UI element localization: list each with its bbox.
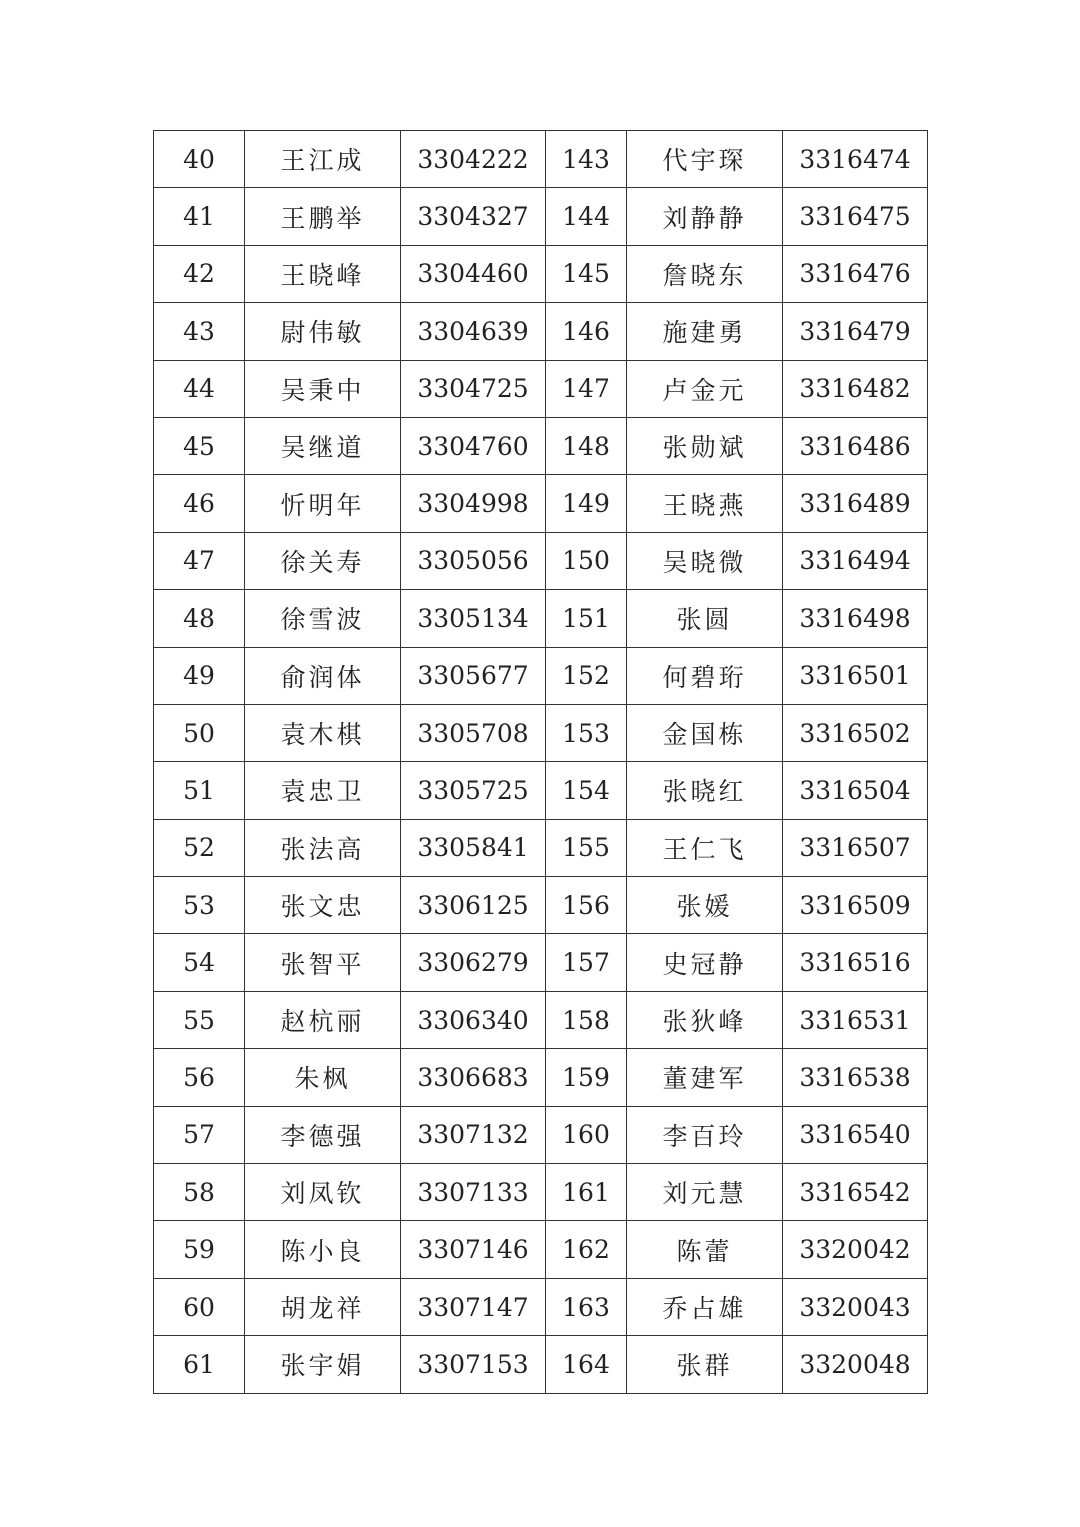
table-row <box>154 590 928 647</box>
left-name-cell: 俞润体 <box>245 647 401 704</box>
right-number-cell: 161 <box>546 1164 627 1221</box>
right-id-cell: 3316486 <box>783 417 928 474</box>
left-name-cell: 徐雪波 <box>245 590 401 647</box>
right-number-cell: 156 <box>546 877 627 934</box>
table-row <box>154 131 928 188</box>
left-number-cell: 49 <box>154 647 245 704</box>
table-row <box>154 647 928 704</box>
right-number-cell: 158 <box>546 991 627 1048</box>
table-row <box>154 991 928 1048</box>
name-list-table <box>153 130 928 1394</box>
left-number-cell: 48 <box>154 590 245 647</box>
right-number-cell: 144 <box>546 188 627 245</box>
left-id-cell: 3304460 <box>401 245 546 302</box>
right-id-cell: 3316476 <box>783 245 928 302</box>
right-id-cell: 3316509 <box>783 877 928 934</box>
right-name-cell: 董建军 <box>627 1049 783 1106</box>
right-id-cell: 3316474 <box>783 131 928 188</box>
table-row <box>154 819 928 876</box>
right-id-cell: 3320048 <box>783 1336 928 1393</box>
left-number-cell: 51 <box>154 762 245 819</box>
left-name-cell: 朱枫 <box>245 1049 401 1106</box>
right-name-cell: 施建勇 <box>627 303 783 360</box>
left-id-cell: 3304639 <box>401 303 546 360</box>
left-number-cell: 54 <box>154 934 245 991</box>
table-row <box>154 245 928 302</box>
left-number-cell: 58 <box>154 1164 245 1221</box>
right-id-cell: 3316516 <box>783 934 928 991</box>
table-row <box>154 762 928 819</box>
table-row <box>154 1221 928 1278</box>
left-number-cell: 42 <box>154 245 245 302</box>
left-name-cell: 陈小良 <box>245 1221 401 1278</box>
right-name-cell: 金国栋 <box>627 704 783 761</box>
left-name-cell: 刘凤钦 <box>245 1164 401 1221</box>
right-number-cell: 143 <box>546 131 627 188</box>
right-name-cell: 张圆 <box>627 590 783 647</box>
right-name-cell: 卢金元 <box>627 360 783 417</box>
right-id-cell: 3316501 <box>783 647 928 704</box>
left-name-cell: 袁木棋 <box>245 704 401 761</box>
right-number-cell: 146 <box>546 303 627 360</box>
left-number-cell: 52 <box>154 819 245 876</box>
right-id-cell: 3316494 <box>783 532 928 589</box>
right-id-cell: 3320043 <box>783 1278 928 1335</box>
right-name-cell: 李百玲 <box>627 1106 783 1163</box>
right-id-cell: 3316504 <box>783 762 928 819</box>
right-number-cell: 148 <box>546 417 627 474</box>
table-body <box>154 131 928 1394</box>
left-number-cell: 45 <box>154 417 245 474</box>
left-number-cell: 47 <box>154 532 245 589</box>
left-number-cell: 46 <box>154 475 245 532</box>
right-name-cell: 张群 <box>627 1336 783 1393</box>
right-name-cell: 张媛 <box>627 877 783 934</box>
table-row <box>154 303 928 360</box>
table-row <box>154 417 928 474</box>
left-id-cell: 3307147 <box>401 1278 546 1335</box>
left-number-cell: 40 <box>154 131 245 188</box>
left-name-cell: 王鹏举 <box>245 188 401 245</box>
table-row <box>154 877 928 934</box>
table-row <box>154 532 928 589</box>
table-row <box>154 1049 928 1106</box>
left-name-cell: 吴继道 <box>245 417 401 474</box>
left-number-cell: 55 <box>154 991 245 1048</box>
right-name-cell: 何碧珩 <box>627 647 783 704</box>
left-name-cell: 忻明年 <box>245 475 401 532</box>
left-number-cell: 56 <box>154 1049 245 1106</box>
left-name-cell: 徐关寿 <box>245 532 401 589</box>
right-number-cell: 151 <box>546 590 627 647</box>
left-id-cell: 3304998 <box>401 475 546 532</box>
table-row <box>154 1106 928 1163</box>
right-id-cell: 3320042 <box>783 1221 928 1278</box>
left-number-cell: 43 <box>154 303 245 360</box>
left-id-cell: 3307153 <box>401 1336 546 1393</box>
table-row <box>154 1336 928 1393</box>
right-number-cell: 154 <box>546 762 627 819</box>
right-name-cell: 詹晓东 <box>627 245 783 302</box>
right-id-cell: 3316507 <box>783 819 928 876</box>
right-name-cell: 王仁飞 <box>627 819 783 876</box>
right-id-cell: 3316502 <box>783 704 928 761</box>
right-name-cell: 陈蕾 <box>627 1221 783 1278</box>
left-id-cell: 3305677 <box>401 647 546 704</box>
right-id-cell: 3316531 <box>783 991 928 1048</box>
right-id-cell: 3316489 <box>783 475 928 532</box>
left-name-cell: 李德强 <box>245 1106 401 1163</box>
right-number-cell: 149 <box>546 475 627 532</box>
right-name-cell: 刘元慧 <box>627 1164 783 1221</box>
right-number-cell: 153 <box>546 704 627 761</box>
table-row <box>154 188 928 245</box>
left-number-cell: 53 <box>154 877 245 934</box>
left-id-cell: 3305708 <box>401 704 546 761</box>
left-number-cell: 61 <box>154 1336 245 1393</box>
left-id-cell: 3304327 <box>401 188 546 245</box>
right-number-cell: 155 <box>546 819 627 876</box>
right-id-cell: 3316498 <box>783 590 928 647</box>
left-name-cell: 王江成 <box>245 131 401 188</box>
right-number-cell: 150 <box>546 532 627 589</box>
left-id-cell: 3307133 <box>401 1164 546 1221</box>
left-id-cell: 3306125 <box>401 877 546 934</box>
right-id-cell: 3316475 <box>783 188 928 245</box>
right-name-cell: 史冠静 <box>627 934 783 991</box>
right-number-cell: 145 <box>546 245 627 302</box>
right-id-cell: 3316479 <box>783 303 928 360</box>
right-number-cell: 159 <box>546 1049 627 1106</box>
left-number-cell: 41 <box>154 188 245 245</box>
left-id-cell: 3304760 <box>401 417 546 474</box>
left-id-cell: 3306683 <box>401 1049 546 1106</box>
right-name-cell: 乔占雄 <box>627 1278 783 1335</box>
table-row <box>154 475 928 532</box>
left-name-cell: 袁忠卫 <box>245 762 401 819</box>
right-number-cell: 152 <box>546 647 627 704</box>
left-name-cell: 张智平 <box>245 934 401 991</box>
right-id-cell: 3316538 <box>783 1049 928 1106</box>
table-row <box>154 704 928 761</box>
right-name-cell: 刘静静 <box>627 188 783 245</box>
left-name-cell: 王晓峰 <box>245 245 401 302</box>
left-id-cell: 3304725 <box>401 360 546 417</box>
left-number-cell: 50 <box>154 704 245 761</box>
left-id-cell: 3305056 <box>401 532 546 589</box>
right-name-cell: 张勋斌 <box>627 417 783 474</box>
right-number-cell: 147 <box>546 360 627 417</box>
left-id-cell: 3307132 <box>401 1106 546 1163</box>
right-id-cell: 3316482 <box>783 360 928 417</box>
right-id-cell: 3316542 <box>783 1164 928 1221</box>
right-number-cell: 160 <box>546 1106 627 1163</box>
left-number-cell: 44 <box>154 360 245 417</box>
table-row <box>154 1164 928 1221</box>
left-name-cell: 胡龙祥 <box>245 1278 401 1335</box>
right-name-cell: 张狄峰 <box>627 991 783 1048</box>
right-name-cell: 张晓红 <box>627 762 783 819</box>
right-name-cell: 王晓燕 <box>627 475 783 532</box>
right-number-cell: 164 <box>546 1336 627 1393</box>
left-number-cell: 60 <box>154 1278 245 1335</box>
left-id-cell: 3304222 <box>401 131 546 188</box>
left-name-cell: 张法高 <box>245 819 401 876</box>
table-row <box>154 934 928 991</box>
left-id-cell: 3305841 <box>401 819 546 876</box>
left-id-cell: 3305134 <box>401 590 546 647</box>
right-number-cell: 163 <box>546 1278 627 1335</box>
right-number-cell: 162 <box>546 1221 627 1278</box>
right-number-cell: 157 <box>546 934 627 991</box>
left-name-cell: 张宇娟 <box>245 1336 401 1393</box>
left-name-cell: 赵杭丽 <box>245 991 401 1048</box>
left-name-cell: 张文忠 <box>245 877 401 934</box>
left-number-cell: 59 <box>154 1221 245 1278</box>
right-name-cell: 吴晓微 <box>627 532 783 589</box>
table-row <box>154 1278 928 1335</box>
table-row <box>154 360 928 417</box>
left-id-cell: 3306340 <box>401 991 546 1048</box>
left-name-cell: 尉伟敏 <box>245 303 401 360</box>
left-id-cell: 3307146 <box>401 1221 546 1278</box>
right-id-cell: 3316540 <box>783 1106 928 1163</box>
left-id-cell: 3305725 <box>401 762 546 819</box>
left-name-cell: 吴秉中 <box>245 360 401 417</box>
right-name-cell: 代宇琛 <box>627 131 783 188</box>
left-number-cell: 57 <box>154 1106 245 1163</box>
left-id-cell: 3306279 <box>401 934 546 991</box>
